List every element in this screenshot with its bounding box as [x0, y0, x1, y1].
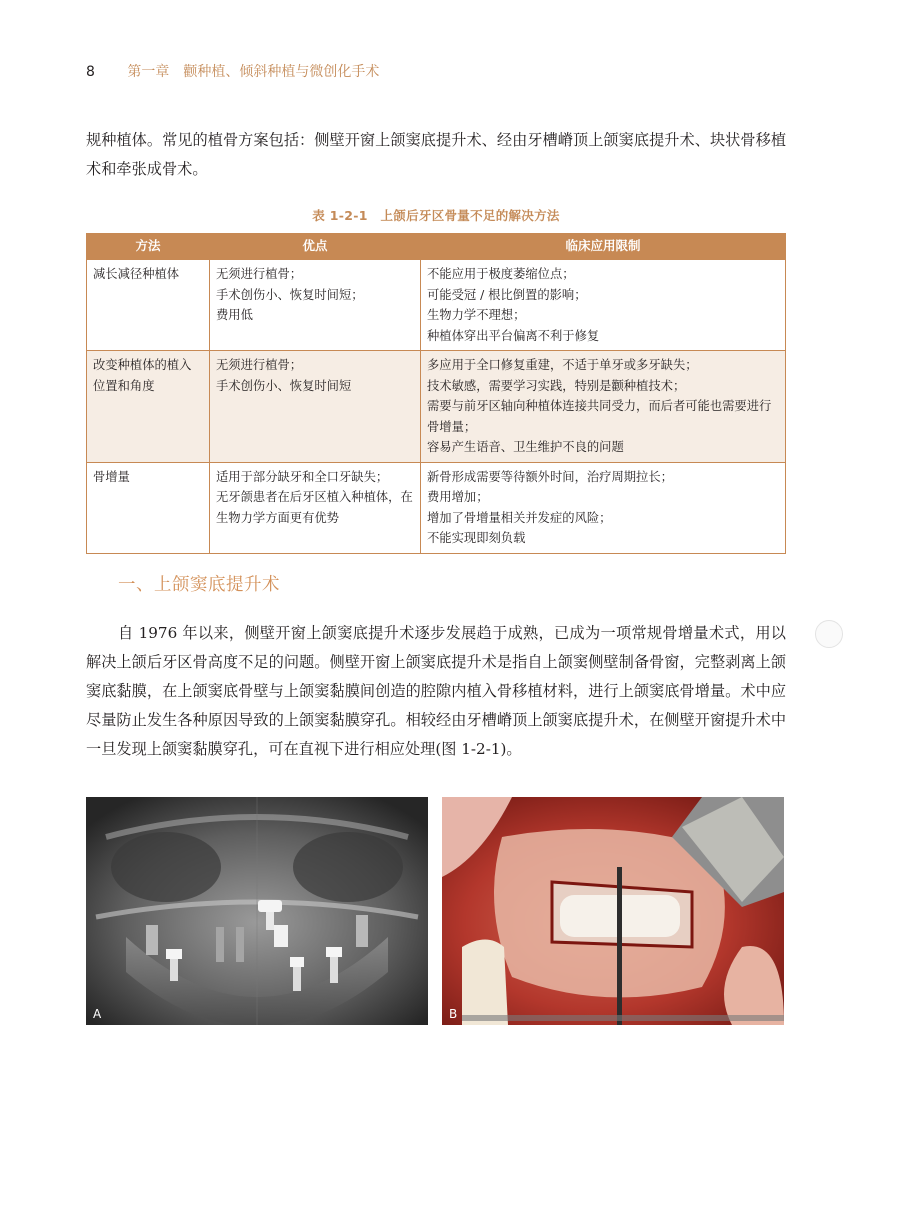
solutions-table: [86, 233, 786, 554]
method-cell: 骨增量: [87, 462, 210, 553]
table-row: [87, 260, 786, 351]
page-number: 8: [86, 64, 95, 80]
method-cell: 减长减径种植体: [87, 260, 210, 351]
limitations-cell: 不能应用于极度萎缩位点； 可能受冠 / 根比倒置的影响； 生物力学不理想； 种植体穿出平台偏离不利于修复: [421, 260, 786, 351]
figure-panoramic-xray: [86, 797, 428, 1025]
intro-paragraph: 规种植体。常见的植骨方案包括：侧壁开窗上颌窦底提升术、经由牙槽嵴顶上颌窦底提升术、块状骨移植术和牵张成骨术。: [86, 131, 786, 178]
header-limitations: 临床应用限制: [421, 234, 786, 260]
page-edge-mark: [815, 620, 843, 648]
figure-label-a: A: [93, 1007, 102, 1021]
limitations-cell: 多应用于全口修复重建，不适于单牙或多牙缺失； 技术敏感，需要学习实践，特别是颧种植技术； 需要与前牙区轴向种植体连接共同受力，而后者可能也需要进行骨增量； 容易产生语音、卫生维护不良的问题: [421, 351, 786, 463]
surgical-image: [442, 797, 784, 1025]
section-heading: 一、上颌窦底提升术: [118, 575, 280, 595]
limitations-cell: 新骨形成需要等待额外时间，治疗周期拉长； 费用增加； 增加了骨增量相关并发症的风险； 不能实现即刻负载: [421, 462, 786, 553]
advantages-cell: 无须进行植骨； 手术创伤小、恢复时间短: [210, 351, 421, 463]
header-advantages: 优点: [210, 234, 421, 260]
table-header-row: [87, 234, 786, 260]
table-row: [87, 351, 786, 463]
figure-label-b: B: [449, 1007, 458, 1021]
chapter-title: 第一章 颧种植、倾斜种植与微创化手术: [127, 64, 380, 80]
table-caption: 表 1-2-1 上颌后牙区骨量不足的解决方法: [312, 208, 560, 223]
advantages-cell: 适用于部分缺牙和全口牙缺失； 无牙颌患者在后牙区植入种植体，在生物力学方面更有优势: [210, 462, 421, 553]
advantages-cell: 无须进行植骨； 手术创伤小、恢复时间短； 费用低: [210, 260, 421, 351]
method-cell: 改变种植体的植入位置和角度: [87, 351, 210, 463]
header-method: 方法: [87, 234, 210, 260]
figure-surgical-photo: [442, 797, 784, 1025]
table-row: [87, 462, 786, 553]
running-header: [86, 60, 379, 84]
xray-image: [86, 797, 428, 1025]
section-paragraph: 自 1976 年以来，侧壁开窗上颌窦底提升术逐步发展趋于成熟，已成为一项常规骨增量术式，用以解决上颌后牙区骨高度不足的问题。侧壁开窗上颌窦底提升术是指自上颌窦侧壁制备骨窗，完整剥离上颌窦底黏膜，在上颌窦底骨壁与上颌窦黏膜间创造的腔隙内植入骨移植材料，进行上颌窦底骨增量。术中应尽量防止发生各种原因导致的上颌窦黏膜穿孔。相较经由牙槽嵴顶上颌窦底提升术，在侧壁开窗提升术中一旦发现上颌窦黏膜穿孔，可在直视下进行相应处理(图 1-2-1)。: [86, 624, 786, 758]
